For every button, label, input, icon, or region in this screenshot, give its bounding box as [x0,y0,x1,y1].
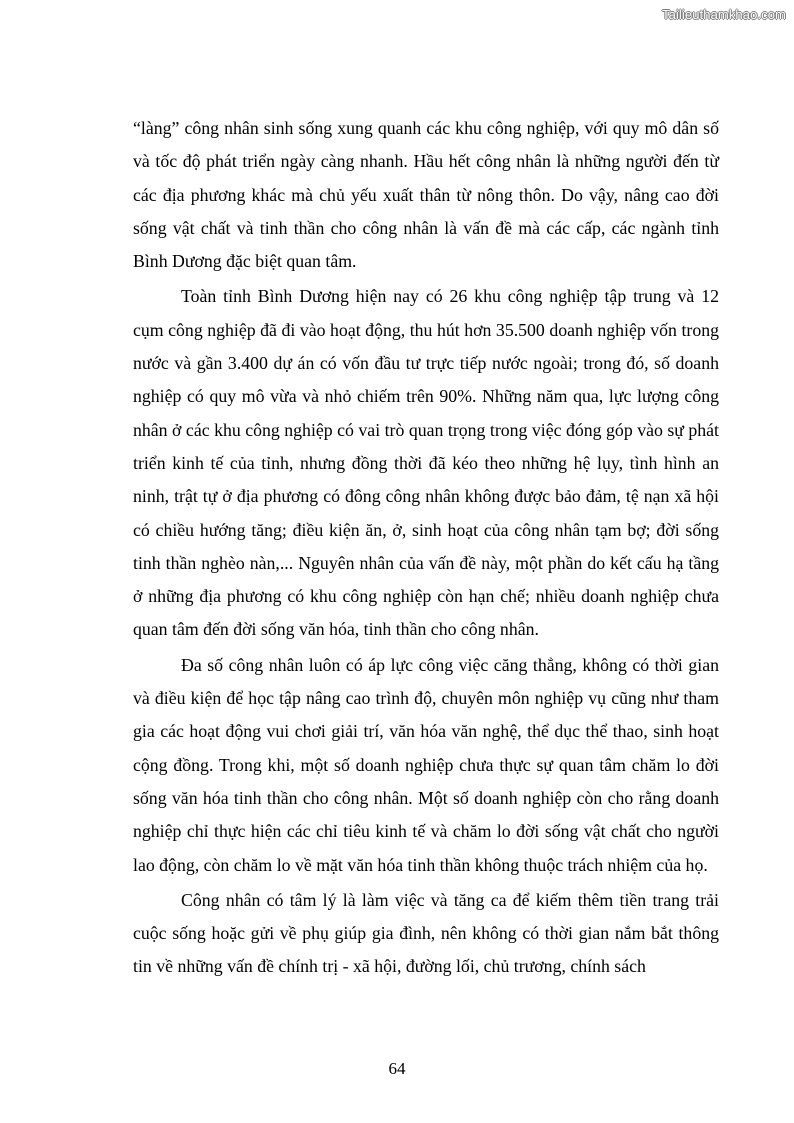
paragraph-2: Toàn tỉnh Bình Dương hiện nay có 26 khu công nghiệp tập trung và 12 cụm công nghiệp đã đi vào hoạt động, thu hút hơn 35.500 doanh nghiệp vốn trong nước và gần 3.400 dự án có vốn đầu tư trực tiếp nước ngoài; trong đó, số doanh nghiệp có quy mô vừa và nhỏ chiếm trên 90%. Những năm qua, lực lượng công nhân ở các khu công nghiệp có vai trò quan trọng trong việc đóng góp vào sự phát triển kinh tế của tỉnh, nhưng đồng thời đã kéo theo những hệ lụy, tình hình an ninh, trật tự ở địa phương có đông công nhân không được bảo đảm, tệ nạn xã hội có chiều hướng tăng; điều kiện ăn, ở, sinh hoạt của công nhân tạm bợ; đời sống tinh thần nghèo nàn,... Nguyên nhân của vấn đề này, một phần do kết cấu hạ tầng ở những địa phương có khu công nghiệp còn hạn chế; nhiều doanh nghiệp chưa quan tâm đến đời sống văn hóa, tinh thần cho công nhân. [133,286,719,640]
paragraph-1: “làng” công nhân sinh sống xung quanh các khu công nghiệp, với quy mô dân số và tốc độ phát triển ngày càng nhanh. Hầu hết công nhân là những người đến từ các địa phương khác mà chủ yếu xuất thân từ nông thôn. Do vậy, nâng cao đời sống vật chất và tinh thần cho công nhân là vấn đề mà các cấp, các ngành tỉnh Bình Dương đặc biệt quan tâm. [133,118,719,272]
page-number: 64 [388,1059,406,1078]
paragraph-3: Đa số công nhân luôn có áp lực công việc căng thẳng, không có thời gian và điều kiện để học tập nâng cao trình độ, chuyên môn nghiệp vụ cũng như tham gia các hoạt động vui chơi giải trí, văn hóa văn nghệ, thể dục thể thao, sinh hoạt cộng đồng. Trong khi, một số doanh nghiệp chưa thực sự quan tâm chăm lo đời sống văn hóa tinh thần cho công nhân. Một số doanh nghiệp còn cho rằng doanh nghiệp chỉ thực hiện các chỉ tiêu kinh tế và chăm lo đời sống vật chất cho người lao động, còn chăm lo về mặt văn hóa tinh thần không thuộc trách nhiệm của họ. [133,654,719,875]
paragraph-4: Công nhân có tâm lý là làm việc và tăng ca để kiếm thêm tiền trang trải cuộc sống hoặc gửi về phụ giúp gia đình, nên không có thời gian nắm bắt thông tin về những vấn đề chính trị - xã hội, đường lối, chủ trương, chính sách [133,889,719,977]
page-body [133,112,719,986]
watermark-text: Tailieuthamkhao.com [661,7,786,22]
